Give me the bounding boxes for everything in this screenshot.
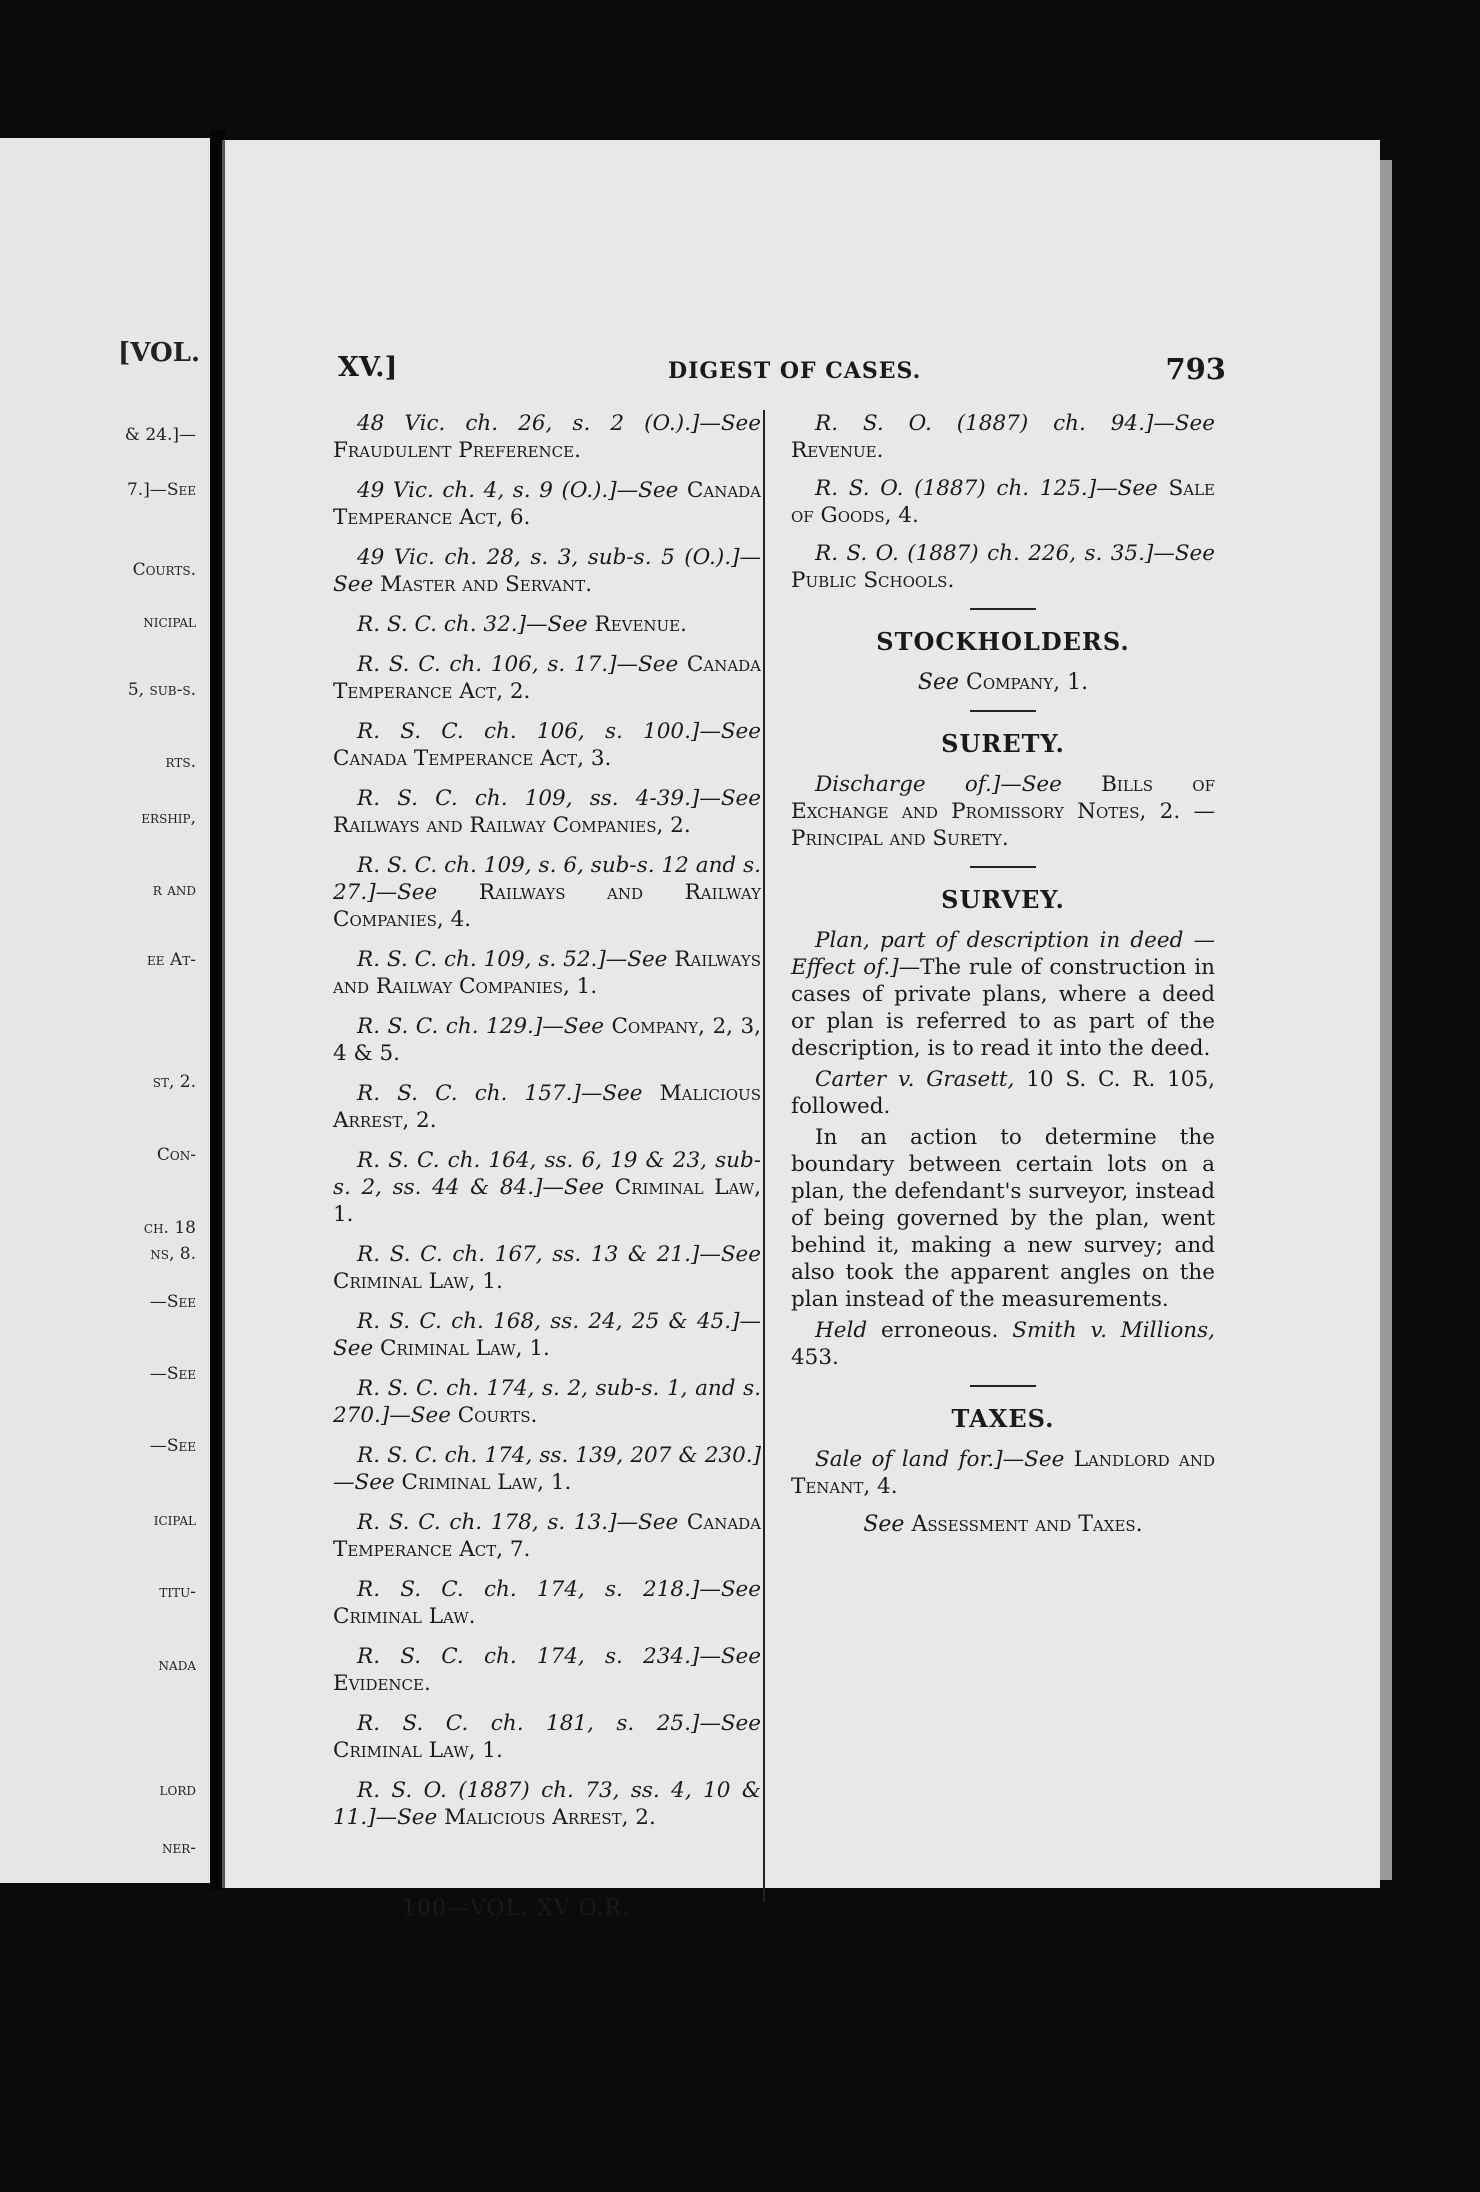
see-ref: Assessment and Taxes. <box>911 1512 1143 1537</box>
left-column <box>333 410 761 1844</box>
survey-case-ref <box>791 1066 1215 1120</box>
statute-citation: R. S. C. ch. 174, s. 234.]—See <box>357 1644 761 1669</box>
survey-heading: SURVEY. <box>941 885 1065 914</box>
page-number: 793 <box>1165 352 1226 386</box>
see-reference: Sale of Goods, 4. <box>791 476 1215 528</box>
statute-citation: R. S. C. ch. 157.]—See <box>357 1081 643 1106</box>
statute-citation: R. S. C. ch. 164, ss. 6, 19 & 23, sub-s. 2, ss. 44 & 84.]—See <box>333 1148 761 1200</box>
left-page-fragment: —See <box>149 1436 196 1456</box>
statute-entry <box>333 1509 761 1563</box>
statute-entry <box>333 611 761 638</box>
section-rule <box>970 1385 1036 1387</box>
see-reference: Canada Temperance Act, 3. <box>333 746 612 771</box>
statute-citation: R. S. C. ch. 174, s. 218.]—See <box>357 1577 761 1602</box>
see-reference: Malicious Arrest, 2. <box>444 1805 656 1830</box>
left-page-fragment: ner- <box>161 1838 196 1858</box>
statute-entry <box>333 1013 761 1067</box>
left-page-fragment: icipal <box>153 1510 196 1530</box>
statute-citation: R. S. C. ch. 129.]—See <box>357 1014 604 1039</box>
statute-citation: 49 Vic. ch. 28, s. 3, sub-s. 5 (O.).]—See <box>333 545 761 597</box>
left-page-fragment: Con- <box>156 1145 196 1165</box>
see-word: See <box>917 670 960 695</box>
running-title: DIGEST OF CASES. <box>668 358 922 384</box>
see-reference: Criminal Law, 1. <box>401 1470 572 1495</box>
statute-entry <box>791 540 1215 594</box>
section-rule <box>970 608 1036 610</box>
case-citation: 10 S. C. R. 105, followed. <box>791 1067 1215 1119</box>
survey-topic: Plan, part of description in deed —Effect of.] <box>791 928 1215 980</box>
left-page-fragment: r and <box>152 880 196 900</box>
taxes-entry <box>791 1446 1215 1500</box>
statute-citation: R. S. O. (1887) ch. 125.]—See <box>815 476 1158 501</box>
statute-entry <box>791 410 1215 464</box>
statute-citation: R. S. C. ch. 174, s. 2, sub-s. 1, and s. 270.]—See <box>333 1376 761 1428</box>
left-page-fragment: nada <box>158 1655 196 1675</box>
see-reference: Railways and Railway Companies, 4. <box>333 880 761 932</box>
statute-citation: R. S. O. (1887) ch. 226, s. 35.]—See <box>815 541 1215 566</box>
statute-citation: 49 Vic. ch. 4, s. 9 (O.).]—See <box>357 478 679 503</box>
page-header <box>338 352 1226 392</box>
see-reference: Canada Temperance Act, 2. <box>333 652 762 704</box>
left-page-fragment: ership, <box>141 808 196 828</box>
surety-topic: Discharge of.]—See <box>815 772 1062 797</box>
statute-citation: R. S. O. (1887) ch. 73, ss. 4, 10 & 11.]—See <box>333 1778 761 1830</box>
see-ref: Company, 1. <box>966 670 1089 695</box>
statute-entry <box>333 544 761 598</box>
left-page-fragment: st, 2. <box>152 1072 196 1092</box>
statute-citation: R. S. C. ch. 174, ss. 139, 207 & 230.]—See <box>333 1443 761 1495</box>
statute-entry <box>333 477 761 531</box>
taxes-heading: TAXES. <box>951 1404 1055 1433</box>
statute-entry <box>333 1442 761 1496</box>
statute-citation: 48 Vic. ch. 26, s. 2 (O.).]—See <box>357 411 761 436</box>
statute-entry <box>333 1241 761 1295</box>
statute-citation: R. S. C. ch. 168, ss. 24, 25 & 45.]—See <box>333 1309 761 1361</box>
statute-entry <box>333 1080 761 1134</box>
see-reference: Canada Temperance Act, 6. <box>333 478 762 530</box>
see-reference: Company, 2, 3, 4 & 5. <box>333 1014 761 1066</box>
left-page-fragment: lord <box>159 1780 196 1800</box>
see-reference: Railways and Railway Companies, 1. <box>333 947 762 999</box>
left-page-fragment: ch. 18 <box>143 1218 196 1238</box>
section-rule <box>970 710 1036 712</box>
surety-entry <box>791 771 1215 852</box>
statute-entry <box>333 785 761 839</box>
see-reference: Public Schools. <box>791 568 955 593</box>
taxes-see <box>791 1511 1215 1538</box>
see-reference: Evidence. <box>333 1671 431 1696</box>
statute-entry <box>791 475 1215 529</box>
statute-citation: R. S. C. ch. 109, s. 52.]—See <box>357 947 668 972</box>
see-reference: Criminal Law, 1. <box>333 1269 503 1294</box>
see-reference: Malicious Arrest, 2. <box>333 1081 761 1133</box>
signature-mark: 100—VOL. XV O.R. <box>402 1896 630 1921</box>
see-reference: Fraudulent Preference. <box>333 438 581 463</box>
surety-ref-1: Bills of Exchange and Promissory Notes, 2. <box>791 772 1215 824</box>
see-reference: Criminal Law, 1. <box>333 1175 761 1227</box>
left-facing-page <box>0 138 210 1883</box>
statute-citation: R. S. C. ch. 167, ss. 13 & 21.]—See <box>357 1242 761 1267</box>
statute-entry <box>333 852 761 933</box>
statute-citation: R. S. C. ch. 32.]—See <box>357 612 588 637</box>
case-name: Carter v. Grasett, <box>815 1067 1015 1092</box>
held-text: erroneous. <box>880 1318 999 1343</box>
page-edge <box>1380 160 1392 1880</box>
see-reference: Master and Servant. <box>380 572 593 597</box>
right-column <box>791 410 1215 1546</box>
statute-entry <box>333 1643 761 1697</box>
statute-entry <box>333 1710 761 1764</box>
statute-entry <box>333 1147 761 1228</box>
statute-entry <box>333 1308 761 1362</box>
volume-label: XV.] <box>338 352 398 383</box>
holding-case: Smith v. Millions, <box>1012 1318 1215 1343</box>
left-page-fragment: titu- <box>159 1582 196 1602</box>
survey-para-2: In an action to determine the boundary between certain lots on a plan, the defendant's surveyor, instead of being governed by the plan, went behind it, making a new survey; and also took the apparent angles on the plan instead of the measurements. <box>791 1125 1215 1312</box>
surety-heading: SURETY. <box>941 729 1065 758</box>
left-page-header: [VOL. <box>118 338 200 368</box>
left-page-fragment: 7.]—See <box>126 480 196 500</box>
stockholders-heading: STOCKHOLDERS. <box>876 627 1130 656</box>
surety-ref-2: —Principal and Surety. <box>791 799 1215 851</box>
statute-citation: R. S. C. ch. 178, s. 13.]—See <box>357 1510 679 1535</box>
statute-citation: R. S. C. ch. 109, s. 6, sub-s. 12 and s. 27.]—See <box>333 853 761 905</box>
statute-citation: R. S. C. ch. 181, s. 25.]—See <box>357 1711 761 1736</box>
see-reference: Criminal Law, 1. <box>380 1336 550 1361</box>
taxes-topic: Sale of land for.]—See <box>815 1447 1065 1472</box>
left-page-fragment: —See <box>149 1364 196 1384</box>
left-page-fragment: —See <box>149 1292 196 1312</box>
section-rule <box>970 866 1036 868</box>
statute-entry <box>333 410 761 464</box>
statute-entry <box>333 946 761 1000</box>
statute-citation: R. S. C. ch. 109, ss. 4-39.]—See <box>357 786 761 811</box>
see-reference: Courts. <box>457 1403 538 1428</box>
statute-entry <box>333 1576 761 1630</box>
left-page-fragment: ns, 8. <box>150 1244 196 1264</box>
survey-para-1 <box>791 927 1215 1062</box>
left-page-fragment: 5, sub-s. <box>127 680 196 700</box>
statute-citation: R. S. C. ch. 106, s. 100.]—See <box>357 719 761 744</box>
statute-citation: R. S. C. ch. 106, s. 17.]—See <box>357 652 679 677</box>
column-divider <box>763 410 765 1902</box>
left-page-fragment: Courts. <box>132 560 196 580</box>
see-reference: Revenue. <box>791 438 884 463</box>
see-reference: Criminal Law. <box>333 1604 476 1629</box>
stockholders-see <box>791 669 1215 696</box>
left-page-fragment: nicipal <box>143 612 196 632</box>
see-reference: Revenue. <box>594 612 687 637</box>
survey-rule-text: —The rule of construction in cases of private plans, where a deed or plan is referred to as part of the description, is to read it into the deed. <box>791 955 1215 1061</box>
statute-entry <box>333 1777 761 1831</box>
survey-holding <box>791 1317 1215 1371</box>
statute-entries <box>791 410 1215 594</box>
held-word: Held <box>815 1318 868 1343</box>
see-reference: Railways and Railway Companies, 2. <box>333 813 691 838</box>
left-page-fragment: rts. <box>165 752 196 772</box>
left-page-fragment: ee At- <box>147 950 196 970</box>
left-page-fragment: & 24.]— <box>124 425 196 445</box>
see-word: See <box>863 1512 905 1537</box>
statute-citation: R. S. O. (1887) ch. 94.]—See <box>815 411 1215 436</box>
statute-entry <box>333 718 761 772</box>
statute-entry <box>333 1375 761 1429</box>
taxes-ref: Landlord and Tenant, 4. <box>791 1447 1215 1499</box>
see-reference: Canada Temperance Act, 7. <box>333 1510 762 1562</box>
see-reference: Criminal Law, 1. <box>333 1738 503 1763</box>
statute-entry <box>333 651 761 705</box>
holding-page: 453. <box>791 1345 839 1370</box>
